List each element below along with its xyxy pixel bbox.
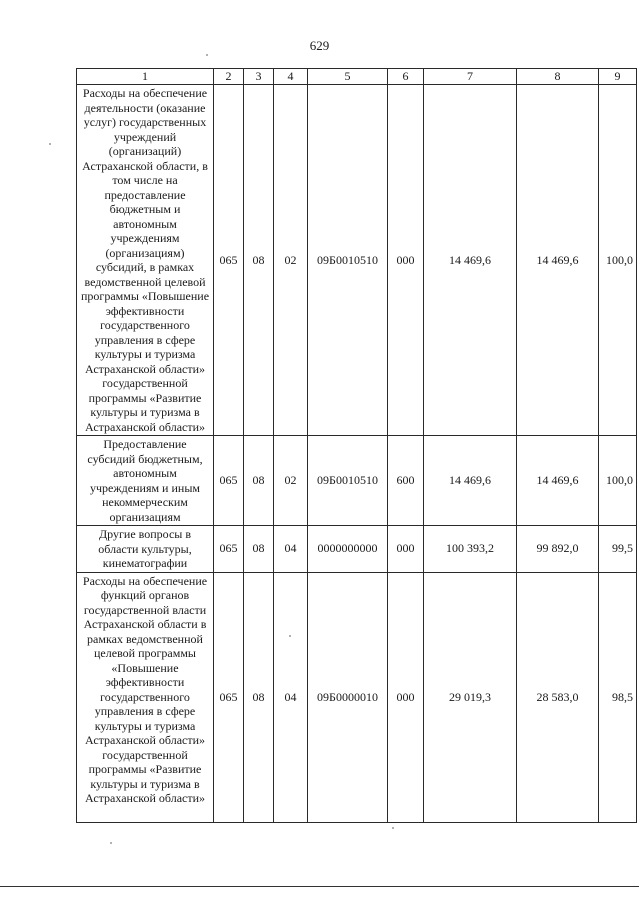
- target-article-code: 09Б0010510: [308, 85, 388, 436]
- expense-type-code: 600: [388, 436, 424, 526]
- subsection-code: 04: [274, 572, 308, 822]
- executed-amount: 28 583,0: [517, 572, 599, 822]
- target-article-code: 0000000000: [308, 526, 388, 573]
- row-name: Расходы на обеспечение функций органов государственной власти Астраханской области в рамках ведомственной целевой программы «Повышение эффективности государственного управления в сфере культуры и туризма Астраханской области» государственной программы «Развитие культуры и туризма в Астраханской области»: [77, 572, 214, 822]
- subsection-code: 02: [274, 436, 308, 526]
- execution-percent: 98,5: [599, 572, 637, 822]
- expense-type-code: 000: [388, 85, 424, 436]
- table-row: [77, 436, 637, 526]
- expense-type-code: 000: [388, 526, 424, 573]
- column-header: 2: [214, 69, 244, 85]
- row-name: Другие вопросы в области культуры, кинематографии: [77, 526, 214, 573]
- executed-amount: 14 469,6: [517, 436, 599, 526]
- table-row: [77, 572, 637, 822]
- column-header: 7: [424, 69, 517, 85]
- execution-percent: 100,0: [599, 85, 637, 436]
- approved-amount: 14 469,6: [424, 436, 517, 526]
- scan-speck: [392, 827, 394, 829]
- section-code: 08: [244, 572, 274, 822]
- approved-amount: 29 019,3: [424, 572, 517, 822]
- column-header: 3: [244, 69, 274, 85]
- column-header: 1: [77, 69, 214, 85]
- executed-amount: 14 469,6: [517, 85, 599, 436]
- target-article-code: 09Б0010510: [308, 436, 388, 526]
- column-header: 8: [517, 69, 599, 85]
- executed-amount: 99 892,0: [517, 526, 599, 573]
- table-row: [77, 85, 637, 436]
- section-code: 08: [244, 436, 274, 526]
- page-number: 629: [309, 38, 330, 53]
- column-header: 4: [274, 69, 308, 85]
- table-row: [77, 526, 637, 573]
- row-name: Расходы на обеспечение деятельности (оказание услуг) государственных учреждений (организаций) Астраханской области, в том числе на предоставление бюджетным и автономным учреждениям (организациям) субсидий, в рамках ведомственной целевой программы «Повышение эффективности государственного управления в сфере культуры и туризма Астраханской области» государственной программы «Развитие культуры и туризма в Астраханской области»: [77, 85, 214, 436]
- scan-speck: [289, 635, 291, 637]
- approved-amount: 100 393,2: [424, 526, 517, 573]
- scan-speck: [49, 143, 51, 145]
- ministry-code: 065: [214, 572, 244, 822]
- target-article-code: 09Б0000010: [308, 572, 388, 822]
- section-code: 08: [244, 85, 274, 436]
- header-row: [77, 69, 637, 85]
- footer-rule: [0, 886, 639, 887]
- expense-type-code: 000: [388, 572, 424, 822]
- execution-percent: 99,5: [599, 526, 637, 573]
- budget-table: [76, 68, 637, 823]
- scan-speck: [206, 54, 208, 56]
- column-header: 9: [599, 69, 637, 85]
- scan-speck: [110, 842, 112, 844]
- ministry-code: 065: [214, 526, 244, 573]
- row-name: Предоставление субсидий бюджетным, автономным учреждениям и иным некоммерческим организациям: [77, 436, 214, 526]
- column-header: 5: [308, 69, 388, 85]
- column-header: 6: [388, 69, 424, 85]
- section-code: 08: [244, 526, 274, 573]
- ministry-code: 065: [214, 85, 244, 436]
- subsection-code: 04: [274, 526, 308, 573]
- execution-percent: 100,0: [599, 436, 637, 526]
- ministry-code: 065: [214, 436, 244, 526]
- approved-amount: 14 469,6: [424, 85, 517, 436]
- subsection-code: 02: [274, 85, 308, 436]
